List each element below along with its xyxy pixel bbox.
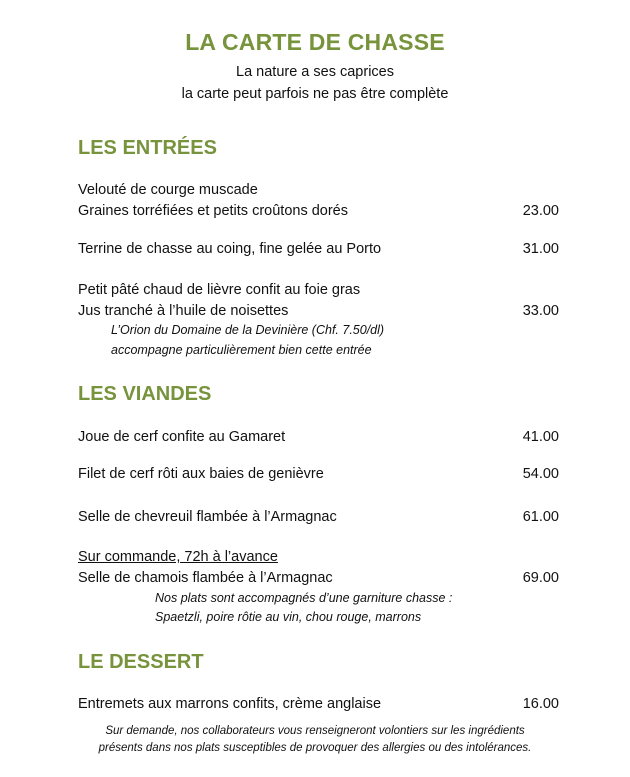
allergen-note: Sur demande, nos collaborateurs vous renseigneront volontiers sur les ingrédients (105, 725, 525, 737)
menu-item-line: Filet de cerf rôti aux baies de genièvre (78, 466, 324, 482)
menu-item-price: 31.00 (522, 241, 559, 257)
menu-item-price: 69.00 (522, 570, 559, 586)
menu-item-price: 16.00 (522, 696, 559, 712)
garnish-note: Spaetzli, poire rôtie au vin, chou rouge, marrons (155, 610, 422, 624)
pre-order-label: Sur commande, 72h à l’avance (78, 549, 278, 565)
garnish-note: Nos plats sont accompagnés d’une garniture chasse : (155, 591, 453, 605)
section-heading-dessert: LE DESSERT (78, 651, 204, 673)
menu-item-line: Graines torréfiées et petits croûtons dorés (78, 203, 348, 219)
menu-item-price: 54.00 (522, 466, 559, 482)
allergen-note: présents dans nos plats susceptibles de provoquer des allergies ou des intolérances. (98, 742, 532, 754)
menu-item-price: 41.00 (522, 429, 559, 445)
menu-item-line: Petit pâté chaud de lièvre confit au foie gras (78, 282, 361, 298)
menu-item-line: Joue de cerf confite au Gamaret (78, 429, 286, 445)
menu-item-line: Selle de chamois flambée à l’Armagnac (78, 570, 333, 586)
menu-item-line: Jus tranché à l’huile de noisettes (78, 303, 289, 319)
menu-item-line: Terrine de chasse au coing, fine gelée au Porto (78, 241, 382, 257)
section-heading-viandes: LES VIANDES (78, 383, 212, 405)
section-heading-entrees: LES ENTRÉES (78, 137, 217, 159)
menu-item-line: Velouté de courge muscade (78, 182, 258, 198)
menu-item-price: 23.00 (522, 203, 559, 219)
wine-note: L’Orion du Domaine de la Devinière (Chf. 7.50/dl) (111, 323, 385, 337)
subtitle-line-2: la carte peut parfois ne pas être complète (181, 86, 449, 102)
menu-item-line: Selle de chevreuil flambée à l’Armagnac (78, 509, 337, 525)
page-title: LA CARTE DE CHASSE (185, 29, 445, 55)
menu-item-price: 61.00 (522, 509, 559, 525)
menu-item-price: 33.00 (522, 303, 559, 319)
menu-item-line: Entremets aux marrons confits, crème anglaise (78, 696, 382, 712)
subtitle-line-1: La nature a ses caprices (236, 64, 394, 80)
wine-note: accompagne particulièrement bien cette entrée (111, 343, 372, 357)
